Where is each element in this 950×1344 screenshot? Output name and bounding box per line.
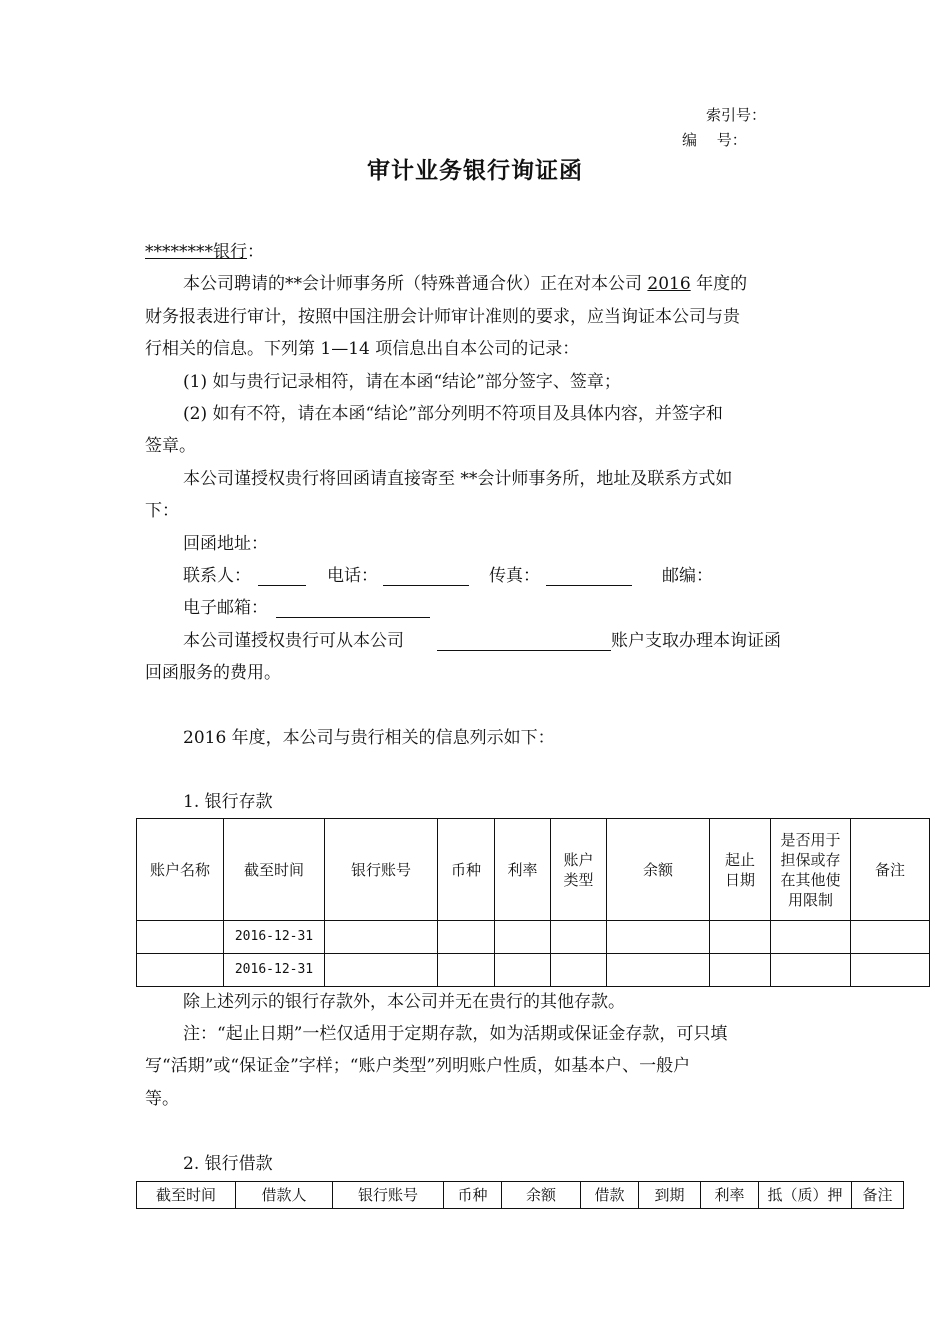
column-header: 是否用于担保或存在其他使用限制 <box>771 819 851 921</box>
audit-year: 2016 <box>647 274 691 294</box>
column-header: 余额 <box>607 819 710 921</box>
bank-deposits-table <box>136 818 930 987</box>
table-header-row <box>137 1182 904 1209</box>
column-header: 银行账号 <box>325 819 438 921</box>
document-number-label: 编 号： <box>682 131 747 149</box>
addressee-bank: ********银行 <box>145 242 247 262</box>
email-label: 电子邮箱： <box>183 598 268 618</box>
deposits-note-line-2: 写“活期”或“保证金”字样；“账户类型”列明账户性质，如基本户、一般户 <box>145 1056 691 1076</box>
table-row <box>137 954 930 987</box>
phone-field[interactable] <box>383 567 469 586</box>
table-cell[interactable] <box>607 921 710 954</box>
instruction-item-2-cont: 签章。 <box>145 436 196 456</box>
column-header: 起止日期 <box>710 819 771 921</box>
intro-line-1-text: 本公司聘请的**会计师事务所（特殊普通合伙）正在对本公司 <box>183 274 642 294</box>
addressee <box>145 236 264 268</box>
deposits-note-line-1: 注：“起止日期”一栏仅适用于定期存款，如为活期或保证金存款，可只填 <box>183 1024 728 1044</box>
column-header: 截至时间 <box>137 1182 236 1209</box>
table-cell[interactable] <box>851 921 930 954</box>
table-cell[interactable] <box>710 921 771 954</box>
reply-address-label: 回函地址： <box>183 534 268 554</box>
column-header: 借款 <box>581 1182 639 1209</box>
deposits-note-line-3: 等。 <box>145 1089 179 1109</box>
info-intro: 2016 年度，本公司与贵行相关的信息列示如下： <box>183 728 555 748</box>
column-header: 截至时间 <box>224 819 325 921</box>
table-header-row <box>137 819 930 921</box>
deposits-statement: 除上述列示的银行存款外，本公司并无在贵行的其他存款。 <box>183 992 625 1012</box>
table-cell[interactable] <box>495 921 551 954</box>
fee-authorization-post: 账户支取办理本询证函 <box>611 631 781 651</box>
fee-authorization-line-2: 回函服务的费用。 <box>145 663 281 683</box>
addressee-colon: ： <box>247 242 264 262</box>
instruction-item-2: (2) 如有不符，请在本函“结论”部分列明不符项目及具体内容，并签字和 <box>183 404 723 424</box>
table-cell[interactable] <box>137 954 224 987</box>
phone-label: 电话： <box>327 566 378 586</box>
column-header: 币种 <box>444 1182 502 1209</box>
table-cell[interactable] <box>137 921 224 954</box>
intro-line-1-end: 年度的 <box>696 274 748 294</box>
table-cell[interactable]: 2016-12-31 <box>224 954 325 987</box>
column-header: 抵（质）押 <box>759 1182 852 1209</box>
table-cell[interactable] <box>495 954 551 987</box>
table-cell[interactable]: 2016-12-31 <box>224 921 325 954</box>
column-header: 余额 <box>502 1182 581 1209</box>
column-header: 银行账号 <box>333 1182 444 1209</box>
column-header: 借款人 <box>236 1182 333 1209</box>
table-cell[interactable] <box>851 954 930 987</box>
table-cell[interactable] <box>771 954 851 987</box>
fee-account-field[interactable] <box>437 632 611 651</box>
fax-field[interactable] <box>546 567 632 586</box>
authorization-line-1: 本公司谨授权贵行将回函请直接寄至 **会计师事务所，地址及联系方式如 <box>183 469 733 489</box>
intro-line-1 <box>183 268 747 300</box>
column-header: 利率 <box>701 1182 759 1209</box>
intro-line-3: 行相关的信息。下列第 1—14 项信息出自本公司的记录： <box>145 339 580 359</box>
section-1-heading: 1. 银行存款 <box>183 792 273 812</box>
index-number-label: 索引号： <box>706 106 767 124</box>
table-cell[interactable] <box>771 921 851 954</box>
authorization-line-2: 下： <box>145 501 179 521</box>
bank-loans-table <box>136 1181 904 1209</box>
column-header: 备注 <box>852 1182 904 1209</box>
table-cell[interactable] <box>551 921 607 954</box>
column-header: 账户类型 <box>551 819 607 921</box>
column-header: 账户名称 <box>137 819 224 921</box>
table-cell[interactable] <box>710 954 771 987</box>
table-cell[interactable] <box>551 954 607 987</box>
table-cell[interactable] <box>325 954 438 987</box>
fax-label: 传真： <box>489 566 540 586</box>
table-cell[interactable] <box>438 954 495 987</box>
contact-field[interactable] <box>258 567 306 586</box>
section-2-heading: 2. 银行借款 <box>183 1154 273 1174</box>
column-header: 币种 <box>438 819 495 921</box>
fee-authorization-pre: 本公司谨授权贵行可从本公司 <box>183 631 404 651</box>
table-cell[interactable] <box>325 921 438 954</box>
column-header: 利率 <box>495 819 551 921</box>
table-cell[interactable] <box>438 921 495 954</box>
instruction-item-1: (1) 如与贵行记录相符，请在本函“结论”部分签字、签章； <box>183 372 621 392</box>
column-header: 备注 <box>851 819 930 921</box>
table-cell[interactable] <box>607 954 710 987</box>
contact-label: 联系人： <box>183 566 251 586</box>
intro-line-2: 财务报表进行审计，按照中国注册会计师审计准则的要求，应当询证本公司与贵 <box>145 307 740 327</box>
page-title: 审计业务银行询证函 <box>367 158 583 184</box>
table-row <box>137 921 930 954</box>
email-field[interactable] <box>276 599 430 618</box>
postcode-label: 邮编： <box>662 566 713 586</box>
column-header: 到期 <box>639 1182 701 1209</box>
